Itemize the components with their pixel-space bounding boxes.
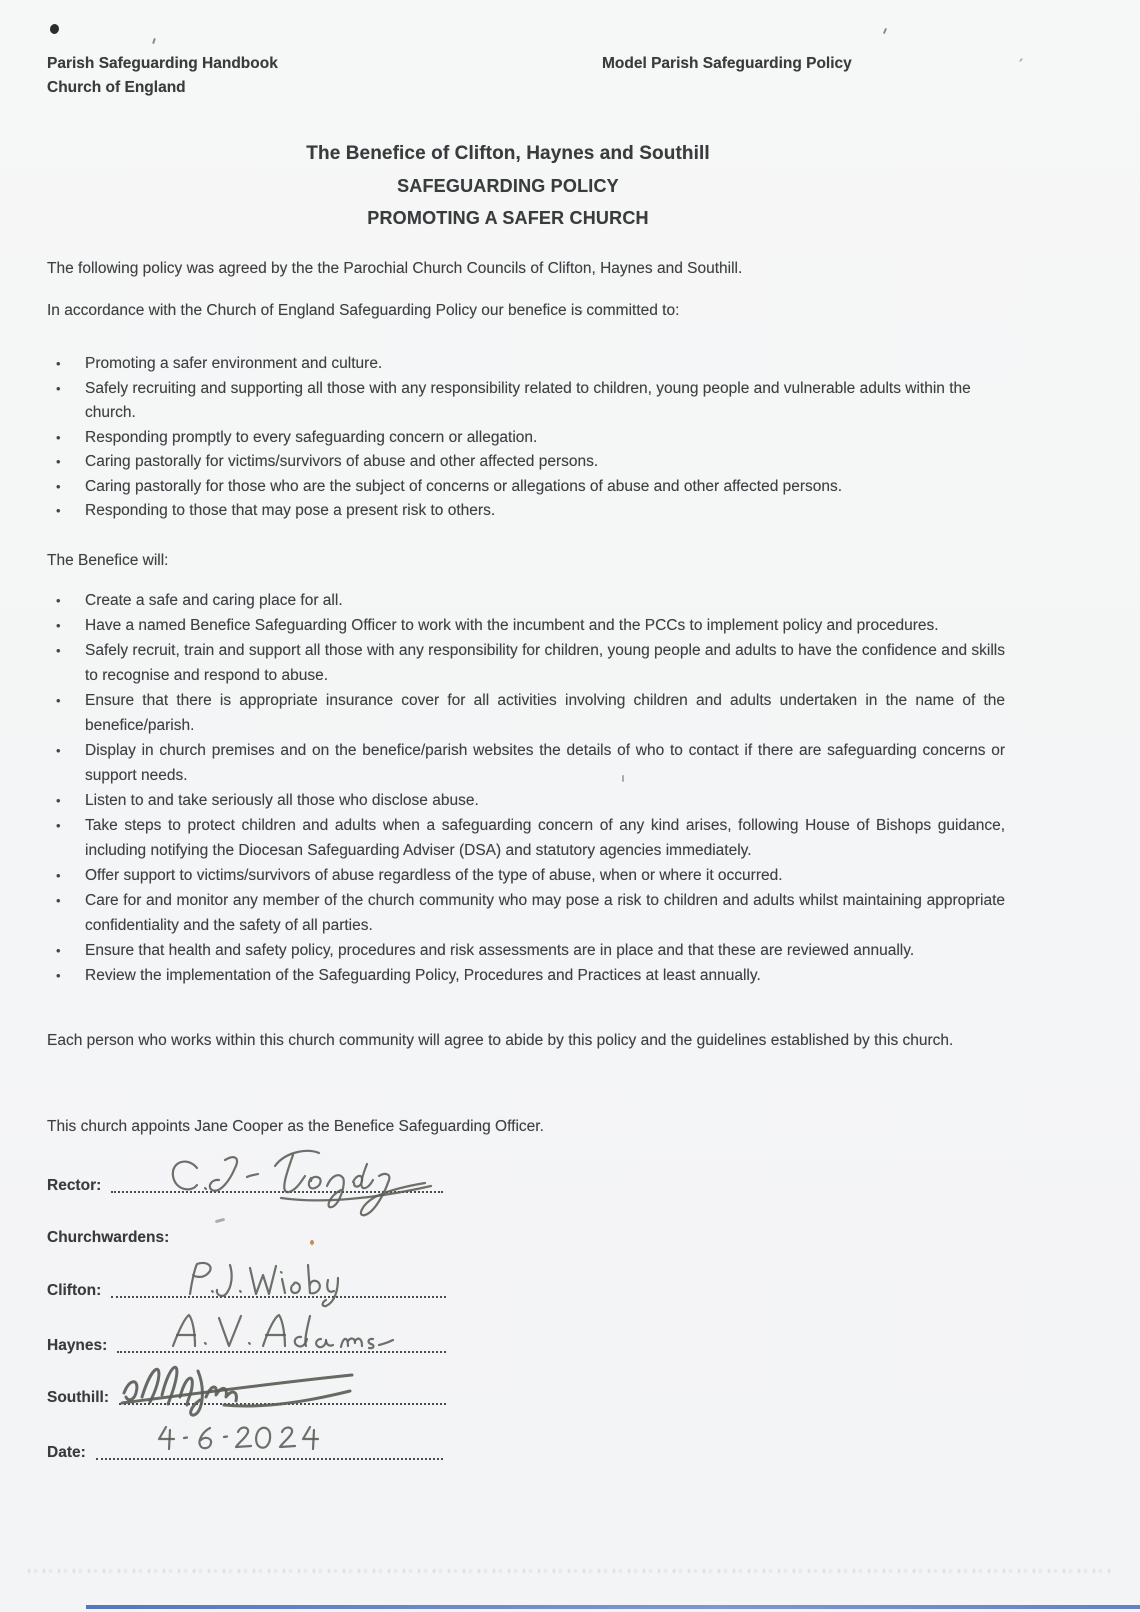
haynes-signature-line	[117, 1351, 446, 1353]
scan-speck	[215, 1218, 225, 1223]
scan-speck	[310, 1240, 314, 1245]
appointment-paragraph: This church appoints Jane Cooper as the Benefice Safeguarding Officer.	[47, 1118, 544, 1135]
benefice-item-text: Offer support to victims/survivors of abuse regardless of the type of abuse, when or where it occurred.	[85, 867, 783, 884]
bullet-icon: •	[56, 893, 61, 908]
benefice-item-text: Ensure that health and safety policy, procedures and risk assessments are in place and that these are reviewed annually.	[85, 942, 915, 959]
commitment-item	[47, 377, 1005, 426]
bleed-through-artifact	[28, 1569, 1113, 1573]
bullet-icon: •	[56, 643, 61, 658]
date-row	[47, 1439, 443, 1463]
haynes-row	[47, 1332, 446, 1356]
rector-row	[47, 1172, 443, 1196]
commitment-item	[47, 475, 1005, 500]
southill-signature-line	[119, 1403, 446, 1405]
benefice-item	[47, 738, 1005, 788]
haynes-label: Haynes:	[47, 1337, 108, 1354]
commitment-text: Responding promptly to every safeguarding concern or allegation.	[85, 428, 538, 446]
commitment-item	[47, 426, 1005, 451]
benefice-heading: The Benefice will:	[47, 552, 169, 569]
header-right: Model Parish Safeguarding Policy	[602, 55, 852, 72]
header-left-line1: Parish Safeguarding Handbook	[47, 55, 278, 72]
bullet-icon: •	[56, 478, 61, 494]
bullet-icon: •	[56, 793, 61, 808]
scan-speck	[1019, 58, 1023, 62]
benefice-item-text: Take steps to protect children and adults when a safeguarding concern of any kind arises, following House of Bishops guidance, including notifying the Diocesan Safeguarding Adviser (DSA) and statutory agencies immediately.	[85, 817, 1005, 859]
header-left	[47, 52, 278, 100]
title-line1: The Benefice of Clifton, Haynes and Southill	[306, 143, 710, 164]
churchwardens-heading: Churchwardens:	[47, 1229, 170, 1246]
bullet-icon: •	[56, 743, 61, 758]
bullet-icon: •	[56, 618, 61, 633]
benefice-item	[47, 638, 1005, 688]
commitment-text: Safely recruiting and supporting all those with any responsibility related to children, young people and vulnerable adults within the church.	[85, 379, 971, 421]
benefice-item	[47, 963, 1005, 988]
date-label: Date:	[47, 1444, 86, 1461]
commitment-text: Promoting a safer environment and culture.	[85, 355, 383, 372]
commitment-item	[47, 450, 1005, 475]
benefice-item	[47, 863, 1005, 888]
commitment-text: Responding to those that may pose a present risk to others.	[85, 502, 496, 519]
benefice-item	[47, 613, 1005, 638]
intro-paragraph-1: The following policy was agreed by the the Parochial Church Councils of Clifton, Haynes and Southill.	[47, 260, 743, 277]
benefice-item-text: Ensure that there is appropriate insurance cover for all activities involving children and adults undertaken in the name of the benefice/parish.	[85, 692, 1005, 734]
benefice-item	[47, 788, 1005, 813]
commitment-item	[47, 352, 1005, 377]
commitment-text: Caring pastorally for those who are the subject of concerns or allegations of abuse and other affected persons.	[85, 477, 843, 495]
title-line2: SAFEGUARDING POLICY	[397, 176, 619, 196]
bullet-icon: •	[56, 380, 61, 396]
bullet-icon: •	[56, 454, 61, 469]
bullet-icon: •	[56, 868, 61, 883]
bullet-icon: •	[56, 356, 61, 371]
rector-label: Rector:	[47, 1177, 102, 1194]
benefice-item-text: Display in church premises and on the benefice/parish websites the details of who to contact if there are safeguarding concerns or support needs.	[85, 742, 1005, 784]
commitment-item	[47, 499, 1005, 524]
title-line3: PROMOTING A SAFER CHURCH	[367, 208, 649, 228]
clifton-label: Clifton:	[47, 1282, 102, 1299]
bullet-icon: •	[56, 429, 61, 445]
benefice-item-text: Listen to and take seriously all those who disclose abuse.	[85, 792, 479, 809]
southill-label: Southill:	[47, 1389, 109, 1406]
benefice-item-text: Safely recruit, train and support all those with any responsibility for children, young people and adults to have the confidence and skills to recognise and respond to abuse.	[85, 642, 1005, 684]
benefice-item	[47, 588, 1005, 613]
header-left-line2: Church of England	[47, 79, 186, 96]
commitment-text: Caring pastorally for victims/survivors of abuse and other affected persons.	[85, 453, 599, 470]
benefice-item	[47, 688, 1005, 738]
bullet-icon: •	[56, 968, 61, 983]
scan-speck	[883, 28, 887, 34]
southill-row	[47, 1384, 446, 1408]
date-line	[96, 1458, 443, 1460]
benefice-item-text: Care for and monitor any member of the church community who may pose a risk to children and adults whilst maintaining appropriate confidentiality and the safety of all parties.	[85, 892, 1005, 934]
scanner-blue-line	[86, 1605, 1140, 1609]
commitments-list	[47, 352, 1005, 524]
bullet-icon: •	[56, 593, 61, 608]
clifton-signature-line	[111, 1296, 446, 1298]
rector-signature-line	[111, 1191, 443, 1193]
scan-speck	[152, 38, 156, 44]
bullet-icon: •	[56, 943, 61, 958]
bullet-icon: •	[56, 818, 61, 833]
intro-paragraph-2: In accordance with the Church of England Safeguarding Policy our benefice is committed to:	[47, 302, 680, 319]
clifton-row	[47, 1277, 446, 1301]
agreement-paragraph: Each person who works within this church community will agree to abide by this policy and the guidelines established by this church.	[47, 1032, 954, 1049]
scan-speck	[49, 23, 60, 35]
benefice-item-text: Review the implementation of the Safeguarding Policy, Procedures and Practices at least annually.	[85, 967, 761, 984]
benefice-item	[47, 938, 1005, 963]
bullet-icon: •	[56, 693, 61, 708]
document-title	[28, 138, 988, 234]
benefice-item	[47, 888, 1005, 938]
benefice-list	[47, 588, 1005, 988]
benefice-item-text: Create a safe and caring place for all.	[85, 592, 343, 609]
bullet-icon: •	[56, 503, 61, 518]
benefice-item	[47, 813, 1005, 863]
benefice-item-text: Have a named Benefice Safeguarding Officer to work with the incumbent and the PCCs to implement policy and procedures.	[85, 617, 939, 634]
